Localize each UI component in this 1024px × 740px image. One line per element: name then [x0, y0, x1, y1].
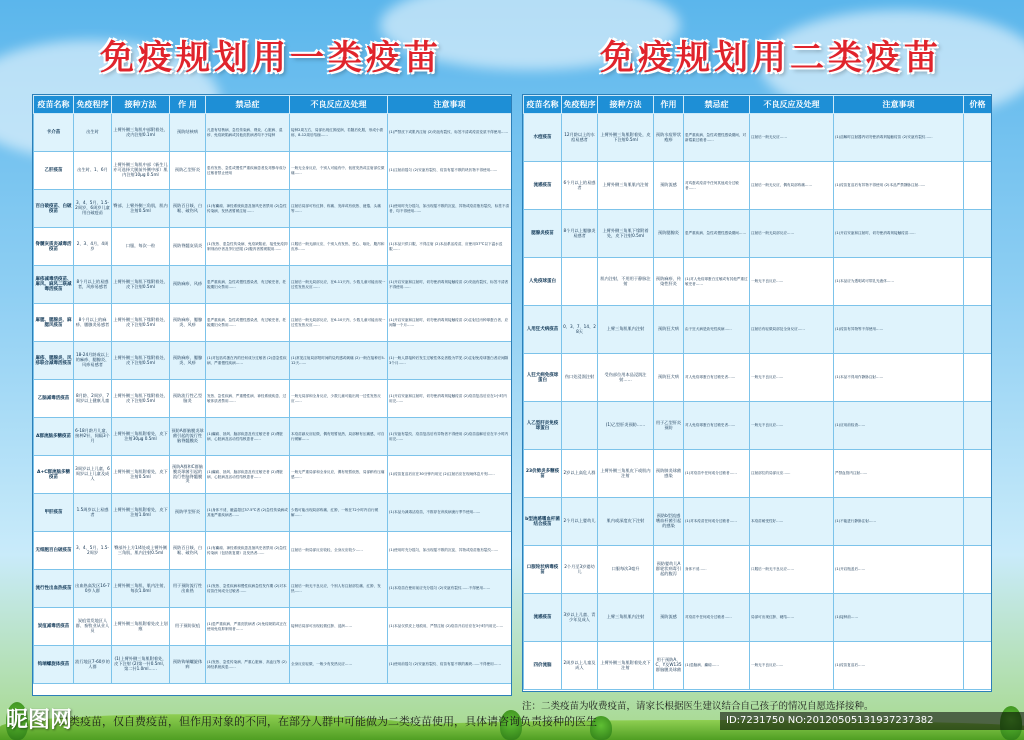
column-header: 禁忌症 [206, 96, 290, 114]
cell-method: 上臂外侧三角肌皮下或肌内注射 [598, 450, 654, 498]
title-right: 免疫规划用二类疫苗 [600, 38, 942, 78]
table-row [524, 210, 992, 258]
table-row [34, 494, 512, 532]
cell-method: 上臂三角肌肌内注射 [598, 306, 654, 354]
table-row [34, 456, 512, 494]
cell-schedule: 8个月以上的易感者，风疹易感者 [74, 266, 112, 304]
column-header: 作 用 [170, 96, 206, 114]
cell-name: b型流感嗜血杆菌结合疫苗 [524, 498, 562, 546]
cell-name: 人狂犬病免疫球蛋白 [524, 354, 562, 402]
cell-effect: 预防钩端螺旋体病 [170, 646, 206, 684]
cell-schedule: 12月龄以上的水痘易感者 [562, 114, 598, 162]
cell-schedule: 8个月以上的麻疹、腮腺炎易感者 [74, 304, 112, 342]
cell-name: 腮腺炎疫苗 [524, 210, 562, 258]
cell-contra: 患严重疾病、急性或慢性感染者，有过敏史者，妊娠期妇女禁用…… [206, 266, 290, 304]
cell-schedule: 6-18月龄月儿童、接种2针，间隔3个月 [74, 418, 112, 456]
cell-name: 水痘疫苗 [524, 114, 562, 162]
cell-price [964, 210, 992, 258]
cell-name: 卡介苗 [34, 114, 74, 152]
cell-method: 上臂外侧三角肌下缘附着处，皮下注射0.5ml [112, 304, 170, 342]
cell-notes: (1)严禁皮下或肌内注射 (2)安瓿有裂纹、标签不清或疫苗变质不得使用…… [388, 114, 512, 152]
cell-reaction: 一般无局部和全身反应，少数儿童可能出现一过性发热反应…… [290, 380, 388, 418]
cell-schedule: 0、3、7、14、28天 [562, 306, 598, 354]
cell-method: 肌内或深度皮下注射 [598, 498, 654, 546]
cell-notes: (1)疫苗复溶后…… [834, 642, 964, 690]
column-header: 疫苗名称 [34, 96, 74, 114]
cell-effect: 预防脊髓灰质炎 [170, 228, 206, 266]
cell-name: 流感疫苗 [524, 594, 562, 642]
cell-price [964, 114, 992, 162]
column-header: 不良反应及处理 [750, 96, 834, 114]
table-row [524, 258, 992, 306]
table-row [34, 608, 512, 646]
cell-notes: (1)使用时充分摇匀，如出现摇不散的沉淀、异物或疫苗瓶有裂纹，标签不清者，均不得使用…… [388, 190, 512, 228]
cell-contra: 由于狂犬病是致死性疾病…… [684, 306, 750, 354]
cell-price [964, 546, 992, 594]
cell-method: 肌内注射，不用用于静脉注射 [598, 258, 654, 306]
cell-name: 23价肺炎多糖疫苗 [524, 450, 562, 498]
cell-contra: 患严重疾病、急性或慢性感染者，有过敏史者，妊娠期妇女禁用…… [206, 304, 290, 342]
cell-schedule: 出血热高发区16-70岁人群 [74, 570, 112, 608]
cell-name: 炭疽减毒活疫苗 [34, 608, 74, 646]
table-row [34, 228, 512, 266]
cell-method: 上臂外侧三角肌下缘附着处，皮下注射0.5ml [598, 210, 654, 258]
cell-method: 上臂外侧三角肌中部（新生儿亦可选择大腿前外侧中部）肌内注射10μg 0.5ml [112, 152, 170, 190]
cell-contra: (1)有癫痫、神经系统疾患及抽风史者禁用 (2)急性传染病、发热者暂缓注射…… [206, 190, 290, 228]
cell-method: 上臂外侧三角肌下缘附着处，皮下注射0.5ml [112, 380, 170, 418]
cell-schedule: 1.5周岁以上易感者 [74, 494, 112, 532]
cell-reaction: 全身反应轻微，一般少有发热反应…… [290, 646, 388, 684]
cell-contra: (1)对包括鸡蛋在内的任何成分过敏者 (2)患急性疾病、严重慢性疾病…… [206, 342, 290, 380]
cell-schedule: 2、3、4月，4周岁 [74, 228, 112, 266]
table-row [524, 642, 992, 690]
cell-effect: 预防麻疹、传染性肝炎 [654, 258, 684, 306]
table-row [524, 306, 992, 354]
cell-notes: (1)疫苗复溶后有异物不得使用 (2)本品严禁静脉注射…… [834, 162, 964, 210]
cell-notes: 严禁血管内注射…… [834, 450, 964, 498]
cell-schedule: 炭疽常发地区人群、畜牧业从业人员 [74, 608, 112, 646]
logo: 昵图网 [6, 707, 73, 733]
cell-notes: (1)开启安瓿和注射时，切勿使消毒剂接触疫苗…… [834, 210, 964, 258]
cell-effect: 预防麻疹、风疹 [170, 266, 206, 304]
right-vaccine-table [522, 94, 992, 692]
cell-name: 无细胞百白破疫苗 [34, 532, 74, 570]
cell-method: 受伤部位用本品浸润注射…… [598, 354, 654, 402]
cell-contra: (1)对人免疫球蛋白过敏或有其他严重过敏史者…… [684, 258, 750, 306]
cell-reaction: 注射后有轻微局部及全身反应…… [750, 306, 834, 354]
cell-reaction: 口服后一般无不良反应…… [750, 546, 834, 594]
cell-schedule: 2个月至3岁婴幼儿 [562, 546, 598, 594]
column-header: 免疫程序 [74, 96, 112, 114]
cell-schedule: 3、4、5月、1.5-2周岁，6周岁儿童用白破疫苗 [74, 190, 112, 228]
cell-effect: 预防流感 [654, 162, 684, 210]
cell-name: 人免疫球蛋白 [524, 258, 562, 306]
image-id-bar: ID:7231750 NO:20120505131937237382 [720, 712, 1024, 730]
cell-price [964, 450, 992, 498]
cell-effect: 预防A群和C群脑膜炎球菌引起的流行性脑脊髓膜炎 [170, 456, 206, 494]
cell-reaction: 口服后一般无副反应，个别人有发热、恶心、呕吐、腹泻和皮疹…… [290, 228, 388, 266]
cell-price [964, 594, 992, 642]
cell-effect: 预防狂犬病 [654, 354, 684, 402]
table-row [524, 354, 992, 402]
cell-schedule: 2周岁以上儿童及成人 [562, 642, 598, 690]
cell-schedule: 伤口处浸润注射 [562, 354, 598, 402]
cell-contra: (1)癫痫、抽风、脑部疾患及有过敏史者 (2)肾脏病、心脏病及活动性结核患者…… [206, 456, 290, 494]
cell-reaction: 注射后一般无局部反应，在6-10天内，少数儿童可能出现一过性发热反应…… [290, 304, 388, 342]
cell-effect: 预防肺炎球菌感染 [654, 450, 684, 498]
table-row [34, 380, 512, 418]
cell-price [964, 306, 992, 354]
cell-reaction: 注射后一般局部反应较轻，全身反应较少…… [290, 532, 388, 570]
cell-contra: 对人免疫球蛋白有过敏史者…… [684, 354, 750, 402]
table-row [34, 342, 512, 380]
cell-notes: (1)一般人群接种后发生过敏性休克者极为罕见 (2)注射免疫球蛋白者应间隔3个月…… [388, 342, 512, 380]
cell-effect: 预防流行性乙型脑炎 [170, 380, 206, 418]
cell-schedule [562, 402, 598, 450]
cell-reaction: 接种2周左右，局部出现红肿浸润，若随后化脓，形成小溃疡，8-12周后结痂…… [290, 114, 388, 152]
cell-notes: (1)注射前摇匀 (2)安瓿有裂纹、疫苗有摇不散的块状物不得使用…… [388, 152, 512, 190]
cell-method: 上臂外侧三角肌附着处，皮下注射0.5ml [112, 456, 170, 494]
cell-schedule: 3周岁以上儿童，6周岁以上儿童及成人 [74, 456, 112, 494]
column-header: 不良反应及处理 [290, 96, 388, 114]
cell-notes: (1)疫苗有异物等不得使用…… [834, 306, 964, 354]
cell-name: 麻疹减毒活疫苗、麻风、麻风二联减毒活疫苗 [34, 266, 74, 304]
cell-name: 人用狂犬病疫苗 [524, 306, 562, 354]
cell-contra: (1)患严重疾病、严重皮肤病者 (2)免疫缺陷或正在使用免疫抑制剂者…… [206, 608, 290, 646]
cell-method: 上臂外侧三角肌附着处，皮下注射0.5ml [598, 114, 654, 162]
cell-notes: (1)本品仅供皮上划痕用，严禁注射 (2)疫苗开启后应在3小时内用完…… [388, 608, 512, 646]
cell-contra: (1)患脑病、癫痫…… [684, 642, 750, 690]
cell-name: 甲肝疫苗 [34, 494, 74, 532]
cell-contra: (1)癫痫、抽风、脑部疾患及有过敏史者 (2)肾脏病、心脏病及活动性结核患者…… [206, 418, 290, 456]
cell-method: (1)乙型肝炎预防…… [598, 402, 654, 450]
cell-method: 上臂外侧三角肌附着处皮上划痕 [112, 608, 170, 646]
cell-effect: 用于预防A、C、Y及W135群脑膜炎球菌 [654, 642, 684, 690]
cell-notes: (1)疫苗复溶后应在30分钟内用完 (2)注射后应在现场休息片刻…… [388, 456, 512, 494]
cell-schedule: 3、4、5月、1.5-2周岁 [74, 532, 112, 570]
cell-notes: (1)开启安瓿和注射时，切勿使消毒剂接触疫苗 (2)疫苗复溶后应在1小时内用完…… [388, 380, 512, 418]
cell-reaction: 注射后一般无局部反应…… [750, 210, 834, 258]
cell-name: 流行性出血热疫苗 [34, 570, 74, 608]
cell-contra: (1)对本疫苗任何成分过敏者…… [684, 498, 750, 546]
table-row [524, 402, 992, 450]
cell-method: 口服，每次一粒 [112, 228, 170, 266]
cell-name: A群流脑多糖疫苗 [34, 418, 74, 456]
column-header: 接种方法 [598, 96, 654, 114]
table-row [34, 646, 512, 684]
cell-reaction: 注射后一般无不良反应，个别人有注射部位痛、红肿、发热…… [290, 570, 388, 608]
cell-method: 上臂外侧三角肌下缘附着处，皮下注射0.5ml [112, 342, 170, 380]
cell-reaction: 注射后局部可有红肿、疼痛、发痒或有低热、疲倦、头痛等…… [290, 190, 388, 228]
cell-notes: (1)应用前检查…… [834, 402, 964, 450]
cell-contra: (1)发热、急性疾病和慢性疾病急性发作期 (2)对本疫苗任何成分过敏者…… [206, 570, 290, 608]
table-row [524, 546, 992, 594]
cell-effect: 预防水痘带状疱疹 [654, 114, 684, 162]
cell-effect: 预防百日咳、白喉、破伤风 [170, 190, 206, 228]
cell-contra: 患严重疾病、急性或慢性感染期间，对新霉素过敏者…… [684, 114, 750, 162]
cell-schedule: 3岁以上儿童、青少年及成人 [562, 594, 598, 642]
cell-method: 上臂外侧三角肌，肌内注射，每次1.0ml [112, 570, 170, 608]
cell-reaction: 一般无不良反应…… [750, 642, 834, 690]
cell-effect: 用于乙型肝炎预防 [654, 402, 684, 450]
cell-contra: 患有发热、急性或慢性严重疾病患者及对酵母成分过敏者禁止使用 [206, 152, 290, 190]
column-header: 禁忌症 [684, 96, 750, 114]
cell-schedule: 18-24月龄或以上的麻疹、腮腺炎、风疹易感者 [74, 342, 112, 380]
cell-reaction: 一般无全身反应，个别人可能有中、低度发热或注射部位微痛…… [290, 152, 388, 190]
cell-contra: 身体不适…… [684, 546, 750, 594]
cell-contra: (1)发热、患急性传染病、免疫缺陷症、接受免疫抑制剂治疗者及孕妇忌服 (2)腹泻者暂缓服用…… [206, 228, 290, 266]
cell-method: 上臂外侧三角肌下缘附着处，皮下注射0.5ml [112, 266, 170, 304]
cell-name: 口服轮状病毒疫苗 [524, 546, 562, 594]
column-header: 接种方法 [112, 96, 170, 114]
cell-notes: (1)本疫苗在使用前应充分摇匀 (2)安瓿有裂纹……不得使用…… [388, 570, 512, 608]
cell-notes: (1)不能进行静脉注射…… [834, 498, 964, 546]
cell-price [964, 498, 992, 546]
cell-contra: (1)对疫苗中任何成分过敏者…… [684, 450, 750, 498]
cell-method: 臀部、上臂外侧三角肌，肌内注射0.5ml [112, 190, 170, 228]
column-header: 作用 [654, 96, 684, 114]
table-row [34, 152, 512, 190]
cell-method: 口服每次3毫升 [598, 546, 654, 594]
cell-effect: 预防麻疹、腮腺炎、风疹 [170, 342, 206, 380]
cell-method: 臀部外上方1/4处或上臂外侧三角肌，肌内注射0.5ml [112, 532, 170, 570]
cell-notes: (1)接种前…… [834, 594, 964, 642]
cell-notes: (1)开启瓶盖后…… [834, 546, 964, 594]
cell-name: 人乙型肝炎免疫球蛋白 [524, 402, 562, 450]
footer-text: 二类疫苗，仅自费疫苗，但作用对象的不同，在部分人群中可能做为二类疫苗使用，具体请咨询负责接种的医生 [58, 715, 597, 728]
cell-effect: 预防甲型肝炎 [170, 494, 206, 532]
cell-effect: 预防结核病 [170, 114, 206, 152]
cell-effect: 用于预防炭疽 [170, 608, 206, 646]
column-header: 免疫程序 [562, 96, 598, 114]
table-row [34, 418, 512, 456]
cell-reaction: 一般无严重局部和全身反应，偶有短暂低热，局部稍有压痛感…… [290, 456, 388, 494]
cell-price [964, 402, 992, 450]
cell-effect: 预防百日咳、白喉、破伤风 [170, 532, 206, 570]
cell-notes: (1)本品应为透明或可带乳光液体…… [834, 258, 964, 306]
cell-contra: 患严重疾病、急性或慢性感染期间…… [684, 210, 750, 258]
cell-schedule: 6个月以上的易感者 [562, 162, 598, 210]
cell-notes: (1)本品为减毒活疫苗，不推荐在该疾病流行季节使用…… [388, 494, 512, 532]
cell-contra: 对疫苗中任何成分过敏者…… [684, 594, 750, 642]
table-row [34, 532, 512, 570]
cell-name: 乙肝疫苗 [34, 152, 74, 190]
cell-name: 百白破疫苗、白破疫苗 [34, 190, 74, 228]
cell-contra: 发热、急性疾病、严重慢性病、神经系统疾患、过敏体质者禁用…… [206, 380, 290, 418]
cell-reaction: (1)常见注射局部短时间的烧灼感或刺痛 (2)一般在接种后5-12天…… [290, 342, 388, 380]
cell-name: 麻腮、腮腺炎、麻腮风疫苗 [34, 304, 74, 342]
cell-schedule: 8月龄、2周岁，7周岁以上健康儿童 [74, 380, 112, 418]
cell-effect: 预防流感 [654, 594, 684, 642]
title-left: 免疫规划用一类疫苗 [100, 38, 442, 78]
cell-notes: (1)开启安瓿和注射时，切勿使消毒剂接触疫苗 (2)注射过丙种球蛋白者，应间隔一个月…… [388, 304, 512, 342]
cell-effect: 预防腮腺炎 [654, 210, 684, 258]
cell-schedule: 8个月以上腮腺炎易感者 [562, 210, 598, 258]
cell-reaction: 本疫苗耐受性好…… [750, 498, 834, 546]
cell-notes: (1)本品不得用作静脉注射…… [834, 354, 964, 402]
cell-effect: 预防b型流感嗜血杆菌引起的感染 [654, 498, 684, 546]
cell-name: 麻疹、腮腺炎、风疹联合减毒活疫苗 [34, 342, 74, 380]
table-row [524, 162, 992, 210]
cell-reaction: 一般无不良反应…… [750, 258, 834, 306]
table-row [524, 594, 992, 642]
cell-contra: (1)发热、急性传染病、严重心脏病、高血压等 (2)神经系统疾患…… [206, 646, 290, 684]
cell-notes: (1)使用前摇匀 (2)安瓿有裂纹、疫苗有摇不散的凝块……不得使用…… [388, 646, 512, 684]
cell-reaction: 接种后局部可出现轻微红肿、浸润…… [290, 608, 388, 646]
cell-method: 上臂外侧三角肌中部附着处，皮内注射0.1ml [112, 114, 170, 152]
cell-reaction: 一般无不良反应…… [750, 354, 834, 402]
cell-method: 上臂外侧三角肌附着处，皮下注射1.0ml [112, 494, 170, 532]
cell-reaction: 一般无不良反应…… [750, 402, 834, 450]
table-row [34, 190, 512, 228]
column-header: 价格 [964, 96, 992, 114]
cell-schedule: 流行地区7-60岁的人群 [74, 646, 112, 684]
table-row [524, 114, 992, 162]
column-header: 注意事项 [834, 96, 964, 114]
table-row [34, 266, 512, 304]
cell-effect: 预防A群脑膜炎球菌引起的流行性脑脊髓膜炎 [170, 418, 206, 456]
cell-reaction: 注射后一般无反应…… [750, 114, 834, 162]
cell-schedule: 出生时 [74, 114, 112, 152]
cell-schedule [562, 258, 598, 306]
cell-method: 上臂外侧三角肌肌内注射 [598, 162, 654, 210]
cell-reaction: 少数可能出现局部疼痛、红肿，一般在72小时内自行缓解…… [290, 494, 388, 532]
cell-schedule: 2个月以上婴幼儿 [562, 498, 598, 546]
column-header: 注意事项 [388, 96, 512, 114]
cell-contra: 凡患有结核病、急性传染病、肾炎、心脏病、湿疹、免疫缺陷病或其他皮肤病者均不予接种 [206, 114, 290, 152]
cell-notes: (1)安瓿有裂纹、疫苗复溶后有异物者不得使用 (2)疫苗溶解后应在半小时内用完…… [388, 418, 512, 456]
table-row [524, 498, 992, 546]
cell-notes: (1)本品只供口服，不得注射 (2)本品系活疫苗，应使用37℃以下温水送服…… [388, 228, 512, 266]
cell-reaction: 本疫苗副反应轻微，偶有短暂低热，局部稍有压痛感，可自行缓解…… [290, 418, 388, 456]
cell-method: 上臂三角肌肌内注射 [598, 594, 654, 642]
cell-reaction: 注射后一般无局部反应，在6-11天内，少数儿童可能出现一过性发热反应…… [290, 266, 388, 304]
cell-notes: (1)溶解时注射器内切勿使消毒剂接触疫苗 (2)安瓿有裂纹…… [834, 114, 964, 162]
cell-effect: 预防乙型肝炎 [170, 152, 206, 190]
cell-effect: 预防婴幼儿A群轮状病毒引起的腹泻 [654, 546, 684, 594]
cell-effect: 预防狂犬病 [654, 306, 684, 354]
cell-name: 四价流脑 [524, 642, 562, 690]
cell-price [964, 354, 992, 402]
cell-method: 上臂外侧三角肌附着处皮下注射 [598, 642, 654, 690]
cell-schedule: 2岁以上高危人群 [562, 450, 598, 498]
table-row [34, 304, 512, 342]
cell-name: 脊髓灰质炎减毒活疫苗 [34, 228, 74, 266]
cell-name: 流感疫苗 [524, 162, 562, 210]
cell-effect: 用于预防流行性出血热 [170, 570, 206, 608]
cell-contra: (1)有癫痫、神经系统疾患及抽风史者禁用 (2)急性传染病（包括恢复期）及发热者…… [206, 532, 290, 570]
cell-method: (1)上臂外侧三角肌附着处，皮下注射 (2)第一针0.5ml，第二针1.0ml…… [112, 646, 170, 684]
cell-price [964, 258, 992, 306]
cell-contra: 对鸡蛋或疫苗中任何其他成分过敏者…… [684, 162, 750, 210]
footer-note: 注：二类疫苗为收费疫苗，请家长根据医生建议结合自己孩子的情况自愿选择接种。 [522, 701, 874, 712]
cell-price [964, 162, 992, 210]
cell-price [964, 642, 992, 690]
table-row [34, 570, 512, 608]
cell-notes: (1)使用时充分摇匀，如出现摇不散的沉淀、异物或疫苗瓶有裂纹…… [388, 532, 512, 570]
table-row [34, 114, 512, 152]
cell-reaction: 注射后一般无反应，偶有局部疼痛…… [750, 162, 834, 210]
cell-schedule: 出生时、1、6月 [74, 152, 112, 190]
cell-name: 钩端螺旋体疫苗 [34, 646, 74, 684]
table-row [524, 450, 992, 498]
cell-contra: 对人免疫球蛋白有过敏史者…… [684, 402, 750, 450]
cell-reaction: 局部可出现红肿、硬结…… [750, 594, 834, 642]
cell-notes: (1)开启安瓿和注射时，切勿使消毒剂接触疫苗 (2)安瓿有裂纹、标签不清者不得使用…… [388, 266, 512, 304]
column-header: 疫苗名称 [524, 96, 562, 114]
left-vaccine-table [32, 94, 512, 696]
cell-name: A+C群流脑多糖疫苗 [34, 456, 74, 494]
cell-effect: 预防麻疹、腮腺炎、风疹 [170, 304, 206, 342]
cell-method: 上臂外侧三角肌附着处，皮下注射30μg 0.5ml [112, 418, 170, 456]
cell-contra: (1)身体不适、腋温超过37.5℃者 (2)急性传染病或其他严重疾病者…… [206, 494, 290, 532]
cell-name: 乙脑减毒活疫苗 [34, 380, 74, 418]
cell-reaction: 注射部位的局部反应…… [750, 450, 834, 498]
